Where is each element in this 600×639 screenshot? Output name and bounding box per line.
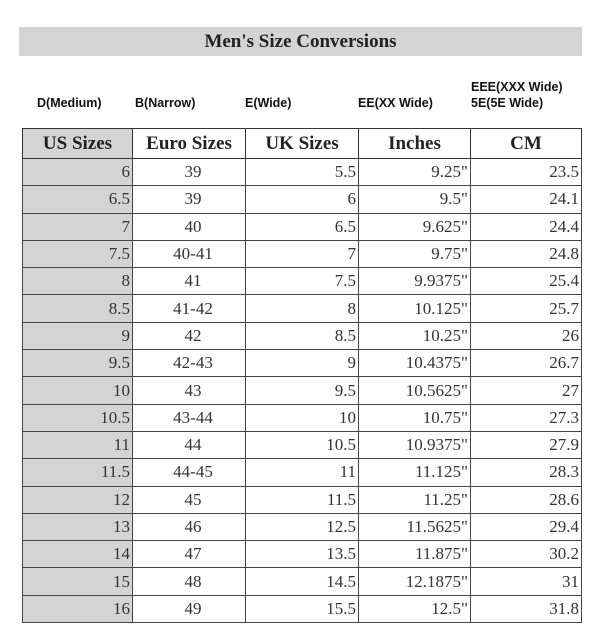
cell-euro-size: 42 [133, 322, 246, 349]
cell-inches: 9.9375" [359, 268, 471, 295]
cell-us-size: 16 [23, 595, 133, 622]
cell-euro-size: 42-43 [133, 350, 246, 377]
cell-us-size: 7 [23, 213, 133, 240]
cell-us-size: 9.5 [23, 350, 133, 377]
cell-us-size: 8 [23, 268, 133, 295]
cell-uk-size: 11 [246, 459, 359, 486]
cell-euro-size: 44 [133, 431, 246, 458]
cell-cm: 24.8 [471, 240, 582, 267]
cell-inches: 10.9375" [359, 431, 471, 458]
header-euro-sizes: Euro Sizes [133, 129, 246, 159]
cell-inches: 9.75" [359, 240, 471, 267]
cell-inches: 11.5625" [359, 513, 471, 540]
cell-uk-size: 7.5 [246, 268, 359, 295]
cell-cm: 31.8 [471, 595, 582, 622]
cell-cm: 27.9 [471, 431, 582, 458]
cell-uk-size: 8 [246, 295, 359, 322]
cell-cm: 31 [471, 568, 582, 595]
cell-euro-size: 43 [133, 377, 246, 404]
cell-cm: 28.6 [471, 486, 582, 513]
table-row [23, 268, 582, 295]
cell-euro-size: 49 [133, 595, 246, 622]
cell-cm: 28.3 [471, 459, 582, 486]
cell-uk-size: 14.5 [246, 568, 359, 595]
cell-inches: 11.125" [359, 459, 471, 486]
cell-uk-size: 6 [246, 186, 359, 213]
cell-uk-size: 12.5 [246, 513, 359, 540]
table-row [23, 404, 582, 431]
cell-us-size: 13 [23, 513, 133, 540]
cell-us-size: 11.5 [23, 459, 133, 486]
cell-uk-size: 10 [246, 404, 359, 431]
table-row [23, 159, 582, 186]
cell-inches: 10.4375" [359, 350, 471, 377]
table-row [23, 240, 582, 267]
cell-us-size: 9 [23, 322, 133, 349]
cell-uk-size: 15.5 [246, 595, 359, 622]
table-row [23, 350, 582, 377]
cell-euro-size: 43-44 [133, 404, 246, 431]
table-row [23, 322, 582, 349]
cell-euro-size: 48 [133, 568, 246, 595]
cell-inches: 10.25" [359, 322, 471, 349]
cell-inches: 9.625" [359, 213, 471, 240]
cell-us-size: 12 [23, 486, 133, 513]
table-row [23, 295, 582, 322]
cell-euro-size: 40 [133, 213, 246, 240]
header-uk-sizes: UK Sizes [246, 129, 359, 159]
cell-cm: 30.2 [471, 541, 582, 568]
cell-euro-size: 45 [133, 486, 246, 513]
cell-cm: 25.7 [471, 295, 582, 322]
cell-euro-size: 41 [133, 268, 246, 295]
cell-euro-size: 39 [133, 159, 246, 186]
table-row [23, 568, 582, 595]
table-row [23, 213, 582, 240]
page-title: Men's Size Conversions [19, 27, 582, 56]
cell-inches: 11.25" [359, 486, 471, 513]
cell-inches: 10.125" [359, 295, 471, 322]
cell-inches: 9.5" [359, 186, 471, 213]
width-label-ee: EE(XX Wide) [358, 96, 433, 110]
table-row [23, 513, 582, 540]
width-label-eee-line1: EEE(XXX Wide) [471, 80, 563, 94]
table-body [23, 159, 582, 623]
cell-euro-size: 44-45 [133, 459, 246, 486]
cell-euro-size: 46 [133, 513, 246, 540]
cell-euro-size: 41-42 [133, 295, 246, 322]
cell-euro-size: 47 [133, 541, 246, 568]
cell-euro-size: 40-41 [133, 240, 246, 267]
cell-uk-size: 13.5 [246, 541, 359, 568]
cell-euro-size: 39 [133, 186, 246, 213]
table-row [23, 186, 582, 213]
cell-cm: 26 [471, 322, 582, 349]
table-row [23, 377, 582, 404]
cell-us-size: 14 [23, 541, 133, 568]
size-conversion-table [22, 128, 582, 623]
table-row [23, 541, 582, 568]
cell-uk-size: 5.5 [246, 159, 359, 186]
cell-us-size: 6.5 [23, 186, 133, 213]
cell-uk-size: 10.5 [246, 431, 359, 458]
header-us-sizes: US Sizes [23, 129, 133, 159]
cell-cm: 24.4 [471, 213, 582, 240]
width-label-eee-line2: 5E(5E Wide) [471, 96, 544, 110]
cell-uk-size: 6.5 [246, 213, 359, 240]
cell-cm: 27 [471, 377, 582, 404]
table-header-row [23, 129, 582, 159]
width-label-eee [471, 79, 563, 111]
cell-inches: 10.5625" [359, 377, 471, 404]
table-row [23, 431, 582, 458]
cell-cm: 27.3 [471, 404, 582, 431]
cell-uk-size: 7 [246, 240, 359, 267]
cell-inches: 9.25" [359, 159, 471, 186]
cell-cm: 26.7 [471, 350, 582, 377]
cell-us-size: 11 [23, 431, 133, 458]
cell-cm: 29.4 [471, 513, 582, 540]
width-label-e: E(Wide) [245, 96, 292, 110]
cell-cm: 24.1 [471, 186, 582, 213]
cell-uk-size: 9.5 [246, 377, 359, 404]
cell-inches: 12.5" [359, 595, 471, 622]
cell-cm: 23.5 [471, 159, 582, 186]
cell-us-size: 10 [23, 377, 133, 404]
table-row [23, 486, 582, 513]
width-legend [0, 74, 600, 114]
cell-us-size: 6 [23, 159, 133, 186]
cell-us-size: 15 [23, 568, 133, 595]
cell-uk-size: 11.5 [246, 486, 359, 513]
cell-uk-size: 9 [246, 350, 359, 377]
table-row [23, 459, 582, 486]
cell-inches: 10.75" [359, 404, 471, 431]
cell-inches: 11.875" [359, 541, 471, 568]
cell-us-size: 8.5 [23, 295, 133, 322]
header-inches: Inches [359, 129, 471, 159]
cell-us-size: 10.5 [23, 404, 133, 431]
header-cm: CM [471, 129, 582, 159]
cell-inches: 12.1875" [359, 568, 471, 595]
width-label-d: D(Medium) [37, 96, 102, 110]
width-label-b: B(Narrow) [135, 96, 196, 110]
table-row [23, 595, 582, 622]
cell-uk-size: 8.5 [246, 322, 359, 349]
cell-cm: 25.4 [471, 268, 582, 295]
cell-us-size: 7.5 [23, 240, 133, 267]
